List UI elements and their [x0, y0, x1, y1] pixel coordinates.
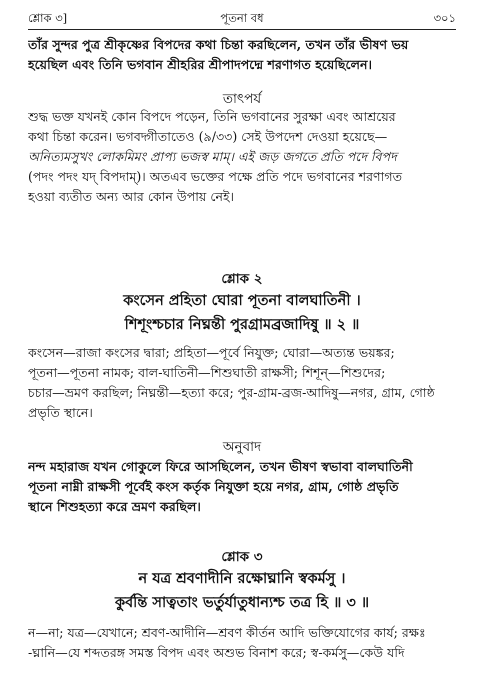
purport-line-5: হওয়া ব্যতীত অন্য আর কোন উপায় নেই। — [28, 189, 235, 204]
purport-line-2: কথা চিন্তা করেন। ভগবদ্গীতাতেও (৯/৩৩) সেই উপদেশ দেওয়া হয়েছে— — [28, 129, 388, 144]
synonyms-2-line-2: পূতনা—পূতনা নামক; বাল-ঘাতিনী—শিশুঘাতী রাক্ষসী; শিশূন্—শিশুদের; — [28, 365, 386, 380]
intro-translation-line-1: তাঁর সুন্দর পুত্র শ্রীকৃষ্ণের বিপদের কথা চিন্তা করছিলেন, তখন তাঁর ভীষণ ভয় — [28, 37, 409, 52]
translation-2-line-1: নন্দ মহারাজ যখন গোকুলে ফিরে আসছিলেন, তখন ভীষণ স্বভাবা বালঘাতিনী — [28, 459, 413, 474]
translation-2-line-3: স্থানে শিশুহত্যা করে ভ্রমণ করছিল। — [28, 499, 201, 514]
header-verse-ref: শ্লোক ৩] — [28, 11, 68, 25]
verse-3-line-1: ন যত্র শ্রবণাদীনি রক্ষোঘ্নানি স্বকর্মসু । — [138, 570, 346, 587]
purport-heading: তাৎপর্য — [222, 91, 262, 107]
synonyms-3-line-2: -ঘ্নানি—যে শব্দতরঙ্গ সমস্ত বিপদ এবং অশুভ বিনাশ করে; স্ব-কর্মসু—কেউ যদি — [28, 645, 405, 660]
purport-line-4: (পদং পদং যদ্ বিপদাম্)। অতএব ভক্তের পক্ষে প্রতি পদে ভগবানের শরণাগত — [28, 169, 403, 184]
synonyms-3-line-1: ন—না; যত্র—যেখানে; শ্রবণ-আদীনি—শ্রবণ কীর্তন আদি ভক্তিযোগের কার্য; রক্ষঃ — [28, 625, 426, 640]
translation-2-line-2: পূতনা নাম্নী রাক্ষসী পূর্বেই কংস কর্তৃক নিযুক্তা হয়ে নগর, গ্রাম, গোষ্ঠ প্রভৃতি — [28, 479, 399, 494]
verse-3-line-2: কুর্বন্তি সাত্বতাং ভর্তুর্যাতুধান্যশ্চ তত্র হি ॥ ৩ ॥ — [114, 594, 370, 611]
verse-2-heading: শ্লোক ২ — [221, 271, 263, 287]
synonyms-2-line-3: চচার—ভ্রমণ করছিল; নিঘ্নন্তী—হত্যা করে; পুর-গ্রাম-ব্রজ-আদিষু—নগর, গ্রাম, গোষ্ঠ — [28, 385, 435, 400]
intro-translation-line-2: হয়েছিল এবং তিনি ভগবান শ্রীহরির শ্রীপাদপদ্মে শরণাগত হয়েছিলেন। — [28, 57, 373, 72]
synonyms-2-line-4: প্রভৃতি স্থানে। — [28, 405, 93, 420]
purport-line-3: অনিত্যমসুখং লোকমিমং প্রাপ্য ভজস্ব মাম্। এই জড় জগতে প্রতি পদে বিপদ — [28, 149, 397, 164]
header-rule — [28, 29, 456, 30]
verse-2-line-1: কংসেন প্রহিতা ঘোরা পূতনা বালঘাতিনী । — [123, 292, 361, 309]
verse-2-line-2: শিশূংশ্চচার নিঘ্নন্তী পুরগ্রামব্রজাদিষু ॥ ২ ॥ — [124, 316, 360, 333]
synonyms-2-line-1: কংসেন—রাজা কংসের দ্বারা; প্রহিতা—পূর্বে নিযুক্ত; ঘোরা—অত্যন্ত ভয়ঙ্কর; — [28, 345, 395, 360]
purport-line-1: শুদ্ধ ভক্ত যখনই কোন বিপদে পড়েন, তিনি ভগবানের সুরক্ষা এবং আশ্রয়ের — [28, 109, 396, 124]
header-page-number: ৩০১ — [433, 11, 456, 25]
header-chapter-title: পূতনা বধ — [220, 11, 264, 25]
translation-heading: অনুবাদ — [222, 439, 262, 455]
verse-3-heading: শ্লোক ৩ — [221, 549, 263, 565]
